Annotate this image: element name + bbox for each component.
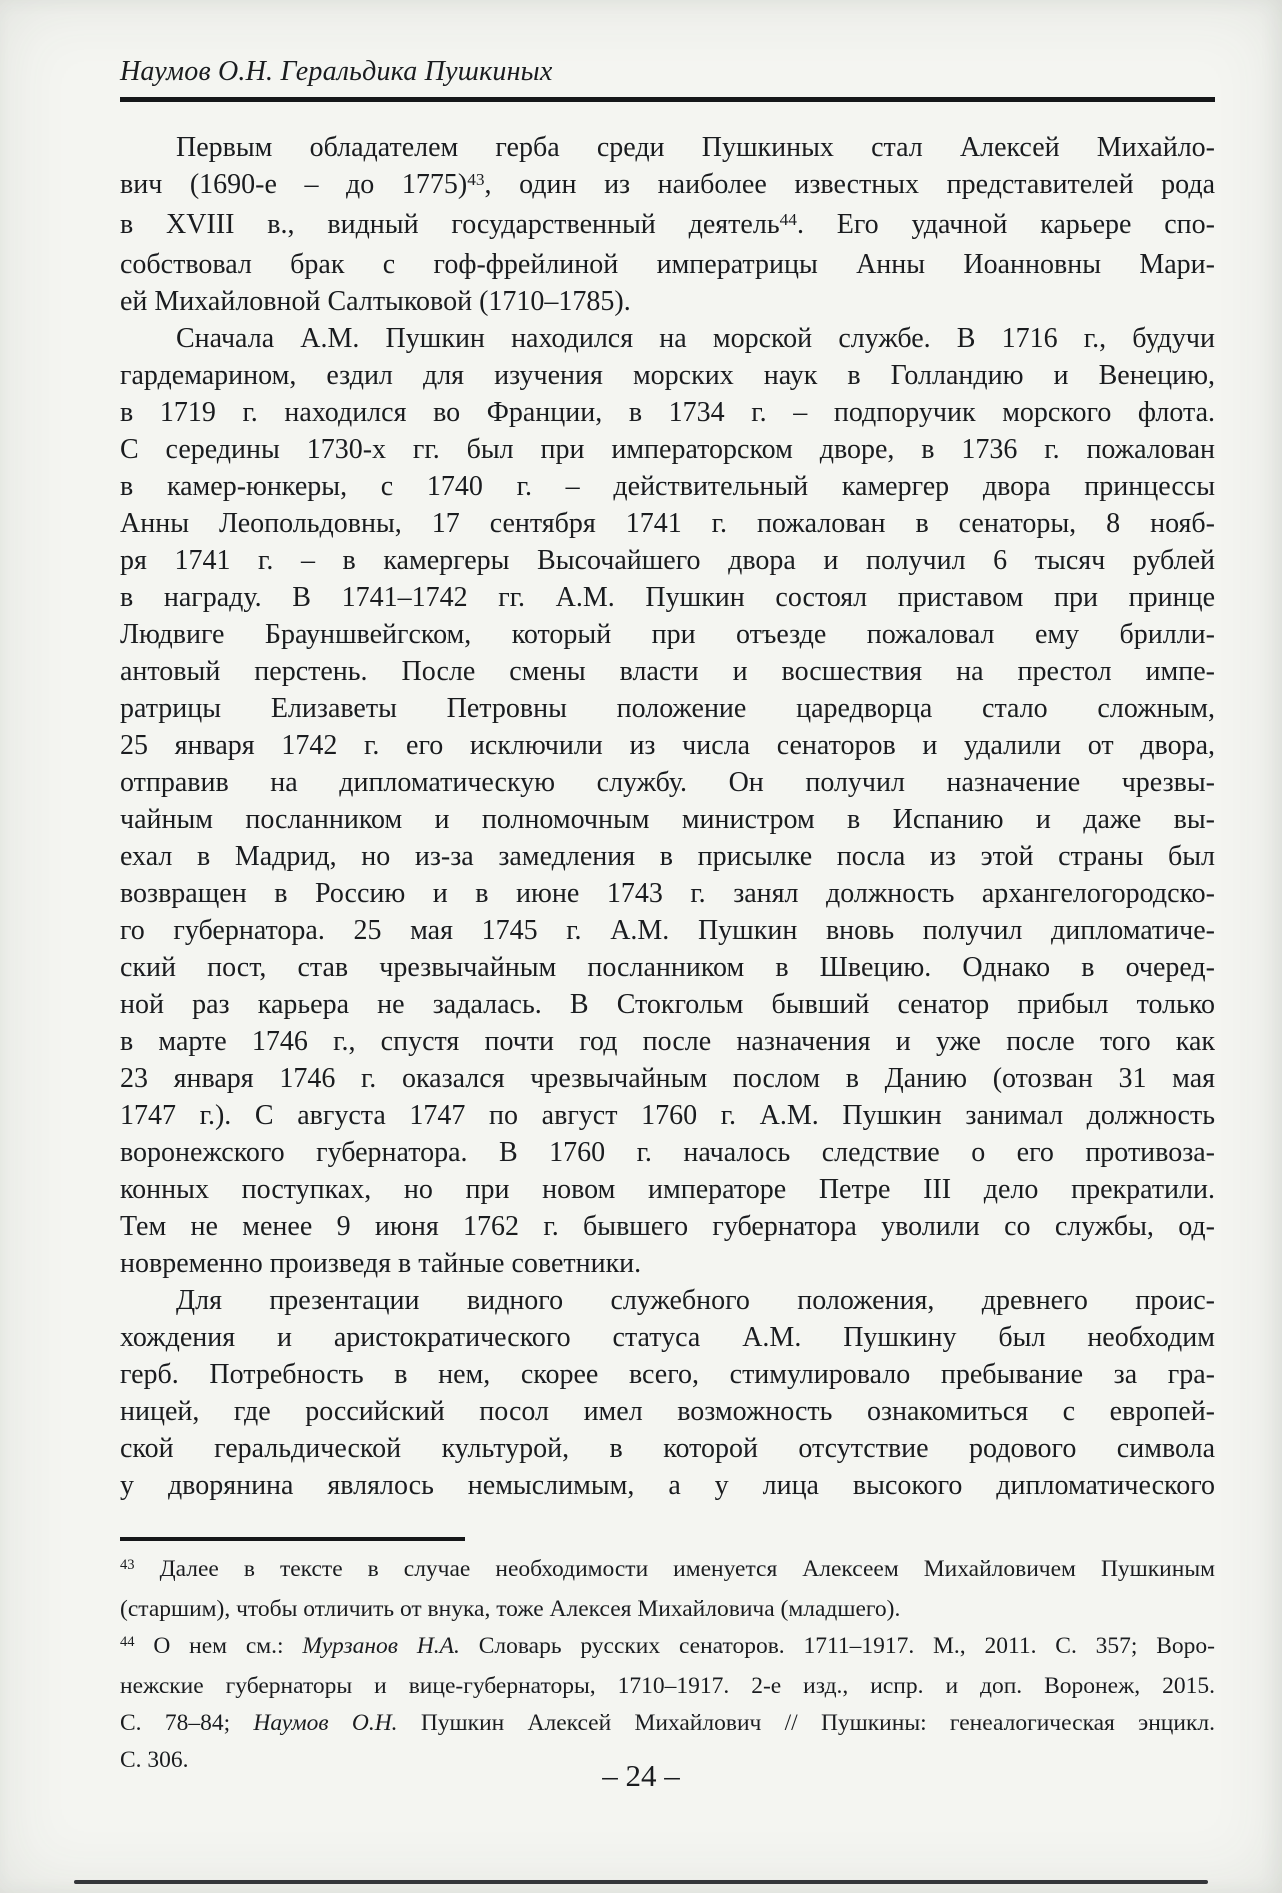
text-line: ской геральдической культурой, в которой отсутствие родового символа: [120, 1433, 1215, 1464]
text-line: собствовал брак с гоф-фрейлиной императрицы Анны Иоанновны Мари-: [120, 249, 1215, 280]
text-line: гардемарином, ездил для изучения морских наук в Голландию и Венецию,: [120, 360, 1215, 391]
text-line: отправив на дипломатическую службу. Он получил назначение чрезвы-: [120, 767, 1215, 798]
text-line: 25 января 1742 г. его исключили из числа сенаторов и удалили от двора,: [120, 730, 1215, 761]
text-line: конных поступках, но при новом императоре Петре III дело прекратили.: [120, 1174, 1215, 1205]
footnote-marker: 43: [120, 1557, 135, 1574]
text-line: антовый перстень. После смены власти и восшествия на престол импе-: [120, 656, 1215, 687]
text-line: воронежского губернатора. В 1760 г. началось следствие о его противоза-: [120, 1137, 1215, 1168]
paragraph-1: [120, 129, 1215, 320]
footnote-marker: 44: [779, 210, 797, 230]
text-line: $^{43}$ Далее в тексте в случае необходимости именуется Алексеем Михайловичем Пушкиным: [120, 1556, 1215, 1582]
text-line: го губернатора. 25 мая 1745 г. А.М. Пушкин вновь получил дипломатиче-: [120, 915, 1215, 946]
text-line: новременно произведя в тайные советники.: [120, 1248, 642, 1279]
text-line: в 1719 г. находился во Франции, в 1734 г. – подпоручик морского флота.: [120, 397, 1215, 428]
text-line: вич (1690-е – до 1775)$^{43}$, один из наиболее известных представителей рода: [120, 169, 1215, 200]
footnote-marker: 44: [120, 1634, 135, 1651]
text-line: С середины 1730-х гг. был при императорском дворе, в 1736 г. пожалован: [120, 434, 1215, 465]
text-line: ной раз карьера не задалась. В Стокгольм бывший сенатор прибыл только: [120, 989, 1215, 1020]
paragraph-3: [120, 1282, 1215, 1504]
footnote-separator-rule: [120, 1537, 465, 1541]
text-line: в марте 1746 г., спустя почти год после назначения и уже после того как: [120, 1026, 1215, 1057]
text-line: возвращен в Россию и в июне 1743 г. занял должность архангелогородско-: [120, 878, 1215, 909]
text-line: Анны Леопольдовны, 17 сентября 1741 г. пожалован в сенаторы, 8 нояб-: [120, 508, 1215, 539]
page-body: [120, 129, 1215, 1504]
footnote-43: [120, 1551, 1215, 1628]
text-line: в камер-юнкеры, с 1740 г. – действительный камергер двора принцессы: [120, 471, 1215, 502]
text-line: ницей, где российский посол имел возможность ознакомиться с европей-: [120, 1396, 1215, 1427]
paragraph-2: [120, 320, 1215, 1282]
text-line: Сначала А.М. Пушкин находился на морской службе. В 1716 г., будучи: [176, 323, 1215, 354]
header-rule: [120, 97, 1215, 102]
text-line: герб. Потребность в нем, скорее всего, стимулировало пребывание за гра-: [120, 1359, 1215, 1390]
text-line: 23 января 1746 г. оказался чрезвычайным послом в Данию (отозван 31 мая: [120, 1063, 1215, 1094]
text-line: ский пост, став чрезвычайным посланником в Швецию. Однако в очеред-: [120, 952, 1215, 983]
text-line: чайным посланником и полномочным министром в Испанию и даже вы-: [120, 804, 1215, 835]
footnote-marker: 43: [467, 170, 485, 190]
text-line: в награду. В 1741–1742 гг. А.М. Пушкин состоял приставом при принце: [120, 582, 1215, 613]
scan-artifact-bottom-edge: [74, 1880, 1208, 1884]
running-title: Наумов О.Н. Геральдика Пушкиных: [120, 56, 553, 87]
text-line: ей Михайловной Салтыковой (1710–1785).: [120, 286, 631, 317]
text-line: $^{44}$ О нем см.: Мурзанов Н.А. Словарь русских сенаторов. 1711–1917. М., 2011. С. 357; Воро-: [120, 1633, 1215, 1659]
text-line: ехал в Мадрид, но из-за замедления в присылке посла из этой страны был: [120, 841, 1215, 872]
page-number: – 24 –: [602, 1758, 680, 1793]
text-line: Тем не менее 9 июня 1762 г. бывшего губернатора уволили со службы, од-: [120, 1211, 1215, 1242]
text-line: в XVIII в., видный государственный деятель$^{44}$. Его удачной карьере спо-: [120, 209, 1215, 240]
footnote-44: [120, 1628, 1215, 1779]
text-line: Людвиге Брауншвейгском, который при отъезде пожаловал ему брилли-: [120, 619, 1215, 650]
text-line: у дворянина являлось немыслимым, а у лица высокого дипломатического: [120, 1470, 1215, 1501]
text-line: нежские губернаторы и вице-губернаторы, 1710–1917. 2-е изд., испр. и доп. Воронеж, 2015.: [120, 1673, 1215, 1699]
text-line: Первым обладателем герба среди Пушкиных стал Алексей Михайло-: [176, 132, 1215, 163]
text-line: Для презентации видного служебного положения, древнего проис-: [176, 1285, 1215, 1316]
text-line: 1747 г.). С августа 1747 по август 1760 г. А.М. Пушкин занимал должность: [120, 1100, 1215, 1131]
text-line: ратрицы Елизаветы Петровны положение царедворца стало сложным,: [120, 693, 1215, 724]
text-line: (старшим), чтобы отличить от внука, тоже Алексея Михайловича (младшего).: [120, 1596, 901, 1622]
running-header: [120, 56, 1215, 102]
text-line: ря 1741 г. – в камергеры Высочайшего двора и получил 6 тысяч рублей: [120, 545, 1215, 576]
text-line: хождения и аристократического статуса А.М. Пушкину был необходим: [120, 1322, 1215, 1353]
text-line: С. 306.: [120, 1747, 189, 1773]
text-line: С. 78–84; Наумов О.Н. Пушкин Алексей Михайлович // Пушкины: генеалогическая энцикл.: [120, 1710, 1215, 1736]
footnotes-section: [120, 1537, 1215, 1779]
